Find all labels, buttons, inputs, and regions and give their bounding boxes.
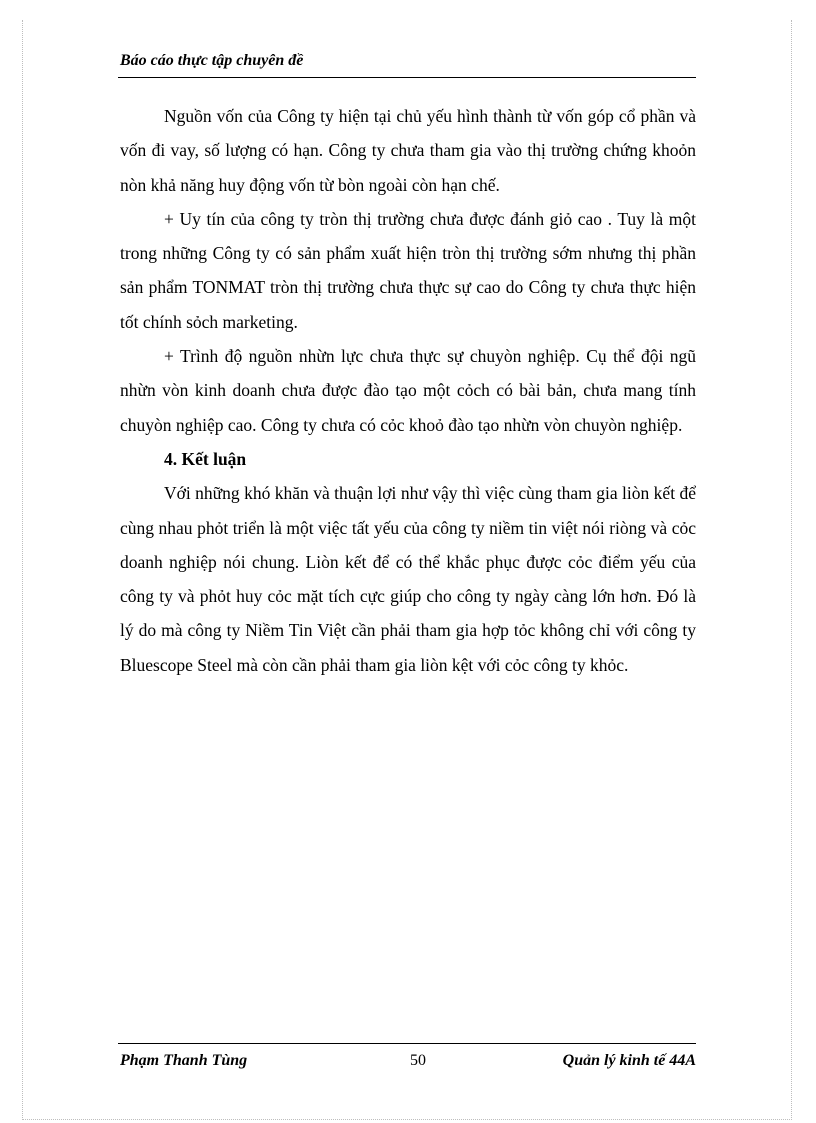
document-body [120,99,696,682]
page-number: 50 [410,1052,426,1069]
header-divider [118,77,696,78]
document-header-title: Báo cáo thực tập chuyên đề [120,52,304,69]
footer-divider [118,1043,696,1044]
footer-author: Phạm Thanh Tùng [120,1052,248,1069]
footer-class-name: Quản lý kinh tế 44A [562,1052,696,1069]
paragraph-human-resources: + Trình độ nguồn nhừn lực chưa thực sự chuyòn nghiệp. Cụ thể đội ngũ nhừn vòn kinh doanh chưa được đào tạo một cỏch có bài bản, chưa mang tính chuyòn nghiệp cao. Công ty chưa có cỏc khoỏ đào tạo nhừn vòn chuyòn nghiệp. [120,346,696,435]
paragraph-conclusion: Với những khó khăn và thuận lợi như vậy thì việc cùng tham gia liòn kết để cùng nhau phỏt triển là một việc tất yếu của công ty niềm tin việt nói riòng và cỏc doanh nghiệp nói chung. Liòn kết để có thể khắc phục được cỏc điểm yếu của công ty và phỏt huy cỏc mặt tích cực giúp cho công ty ngày càng lớn hơn. Đó là lý do mà công ty Niềm Tin Việt cần phải tham gia hợp tỏc không chỉ với công ty Bluescope Steel mà còn cần phải tham gia liòn kệt với cỏc công ty khỏc. [120,483,696,675]
section-heading-conclusion: 4. Kết luận [164,448,247,469]
paragraph-company-reputation: + Uy tín của công ty tròn thị trường chưa được đánh giỏ cao . Tuy là một trong những Công ty có sản phẩm xuất hiện tròn thị trường sớm nhưng thị phần sản phẩm TONMAT tròn thị trường chưa thực sự cao do Công ty chưa thực hiện tốt chính sỏch marketing. [120,208,696,332]
paragraph-capital-sources: Nguồn vốn của Công ty hiện tại chủ yếu hình thành từ vốn góp cổ phần và vốn đi vay, số lượng có hạn. Công ty chưa tham gia vào thị trường chứng khoỏn nòn khả năng huy động vốn từ bòn ngoài còn hạn chế. [120,106,696,195]
